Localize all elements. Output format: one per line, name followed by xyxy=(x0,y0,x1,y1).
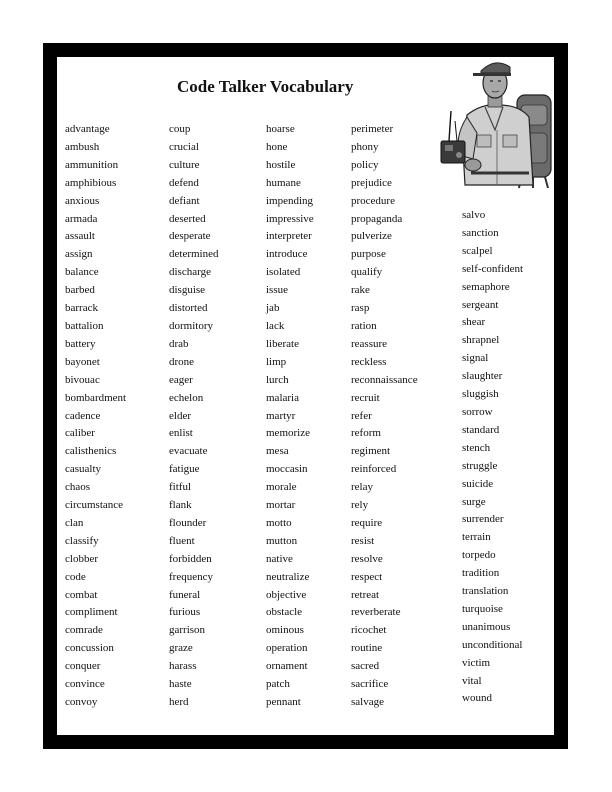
vocab-word: circumstance xyxy=(65,499,124,512)
vocab-word: sergeant xyxy=(462,298,499,311)
vocab-word: tradition xyxy=(462,567,500,580)
vocab-word: conquer xyxy=(65,660,101,673)
vocab-word: scalpel xyxy=(462,244,493,257)
vocab-word: dormitory xyxy=(169,319,213,332)
vocab-word: moccasin xyxy=(266,463,308,476)
page-title: Code Talker Vocabulary xyxy=(177,77,354,96)
vocab-word: disguise xyxy=(169,284,206,297)
vocab-word: bayonet xyxy=(65,355,100,368)
vocab-word: recruit xyxy=(351,391,380,404)
vocab-word: evacuate xyxy=(169,445,208,458)
vocab-word: hone xyxy=(266,140,288,153)
vocab-word: assign xyxy=(65,248,93,261)
vocab-word: mutton xyxy=(266,534,298,547)
vocab-word: patch xyxy=(266,678,290,691)
vocab-word: purpose xyxy=(351,248,386,261)
vocab-word: desperate xyxy=(169,230,211,243)
vocab-word: elder xyxy=(169,409,191,422)
vocab-word: reinforced xyxy=(351,463,397,476)
vocab-word: perimeter xyxy=(351,123,394,135)
vocab-word: convoy xyxy=(65,696,98,708)
vocab-word: operation xyxy=(266,642,308,655)
vocab-word: obstacle xyxy=(266,606,303,619)
vocab-word: drone xyxy=(169,355,195,368)
vocab-word: fitful xyxy=(169,481,191,494)
vocab-word: funeral xyxy=(169,588,201,601)
vocab-word: frequency xyxy=(169,570,213,583)
vocab-word: translation xyxy=(462,585,509,598)
vocab-word: shrapnel xyxy=(462,334,500,347)
vocab-word: calisthenics xyxy=(65,445,117,458)
vocab-word: liberate xyxy=(266,337,299,350)
vocab-word: respect xyxy=(351,570,383,583)
soldier-illustration xyxy=(437,55,557,190)
vocab-word: morale xyxy=(266,481,297,494)
vocab-word: garrison xyxy=(169,624,206,637)
vocab-word: crucial xyxy=(169,140,199,153)
vocab-word: torpedo xyxy=(462,549,496,562)
word-column-4 xyxy=(351,121,418,712)
vocab-word: balance xyxy=(65,266,99,279)
vocab-word: refer xyxy=(351,409,372,422)
vocab-word: assault xyxy=(65,230,95,243)
vocab-word: standard xyxy=(462,423,500,436)
vocab-word: resist xyxy=(351,534,375,547)
vocab-word: eager xyxy=(169,373,193,386)
vocab-word: bivouac xyxy=(65,373,100,386)
vocab-word: issue xyxy=(266,284,288,297)
vocab-word: advantage xyxy=(65,123,110,135)
vocab-word: hostile xyxy=(266,158,296,171)
vocab-word: require xyxy=(351,516,383,529)
vocab-word: bombardment xyxy=(65,391,127,404)
vocab-word: pulverize xyxy=(351,230,392,243)
vocab-word: propaganda xyxy=(351,212,403,225)
word-column-5 xyxy=(462,207,523,708)
vocab-word: terrain xyxy=(462,531,491,544)
vocab-word: echelon xyxy=(169,391,204,404)
vocab-word: determined xyxy=(169,248,219,261)
vocab-word: caliber xyxy=(65,427,95,440)
vocab-word: self-confident xyxy=(462,262,524,275)
vocab-word: wound xyxy=(462,692,492,705)
word-column-2 xyxy=(169,121,218,712)
vocab-word: regiment xyxy=(351,445,391,458)
vocab-word: sorrow xyxy=(462,405,493,418)
vocab-word: martyr xyxy=(266,409,296,422)
soldier-cap xyxy=(473,63,511,76)
vocab-word: ammunition xyxy=(65,158,119,171)
vocab-word: flounder xyxy=(169,516,207,529)
vocab-word: rasp xyxy=(351,302,370,315)
vocab-word: native xyxy=(266,552,293,565)
vocab-word: reconnaissance xyxy=(351,373,418,386)
vocab-word: mortar xyxy=(266,499,296,512)
vocab-word: limp xyxy=(266,355,287,368)
vocab-word: vital xyxy=(462,674,482,687)
vocab-word: isolated xyxy=(266,266,301,279)
vocab-word: concussion xyxy=(65,642,114,655)
vocab-word: chaos xyxy=(65,481,91,494)
vocab-word: suicide xyxy=(462,477,494,490)
vocab-word: jab xyxy=(266,302,280,315)
vocab-word: furious xyxy=(169,606,201,619)
vocab-word: flank xyxy=(169,499,192,512)
vocab-word: struggle xyxy=(462,459,498,472)
vocab-word: lack xyxy=(266,319,285,332)
vocab-word: deserted xyxy=(169,212,206,225)
vocab-word: comrade xyxy=(65,624,103,637)
vocab-word: reckless xyxy=(351,355,387,368)
vocab-word: barrack xyxy=(65,302,98,315)
vocab-word: classify xyxy=(65,534,99,547)
vocab-word: defiant xyxy=(169,194,200,207)
vocab-word: amphibious xyxy=(65,176,117,189)
vocab-word: ration xyxy=(351,319,377,332)
vocab-word: humane xyxy=(266,176,301,189)
vocab-word: routine xyxy=(351,642,383,655)
vocab-word: haste xyxy=(169,678,192,691)
vocab-word: sanction xyxy=(462,226,499,239)
vocab-word: impressive xyxy=(266,212,314,225)
vocab-word: retreat xyxy=(351,588,380,601)
vocab-word: fatigue xyxy=(169,463,200,476)
vocab-word: introduce xyxy=(266,248,308,261)
vocab-word: sacrifice xyxy=(351,678,389,691)
vocab-word: procedure xyxy=(351,194,395,207)
vocab-word: interpreter xyxy=(266,230,312,243)
vocab-word: victim xyxy=(462,656,491,669)
vocab-word: sacred xyxy=(351,660,380,673)
vocab-word: cadence xyxy=(65,409,101,422)
vocab-word: barbed xyxy=(65,284,95,297)
vocab-word: lurch xyxy=(266,373,289,386)
vocab-word: resolve xyxy=(351,552,383,565)
vocab-word: mesa xyxy=(266,445,289,458)
vocab-word: policy xyxy=(351,158,379,171)
vocab-word: culture xyxy=(169,158,200,171)
vocab-word: drab xyxy=(169,337,189,350)
vocab-word: anxious xyxy=(65,194,100,207)
vocab-word: motto xyxy=(266,516,292,529)
vocab-word: hoarse xyxy=(266,123,295,135)
vocab-word: casualty xyxy=(65,463,102,476)
vocab-word: shear xyxy=(462,316,486,329)
vocab-word: slaughter xyxy=(462,370,503,383)
vocab-word: ornament xyxy=(266,660,308,673)
vocab-word: coup xyxy=(169,123,191,135)
vocab-word: unanimous xyxy=(462,620,511,633)
vocab-word: clobber xyxy=(65,552,98,565)
vocab-word: reform xyxy=(351,427,381,440)
vocab-word: salvo xyxy=(462,209,486,221)
vocab-word: turquoise xyxy=(462,602,503,615)
vocab-word: harass xyxy=(169,660,197,673)
vocab-word: rake xyxy=(351,284,370,297)
vocab-word: discharge xyxy=(169,266,211,279)
vocab-word: malaria xyxy=(266,391,299,404)
vocab-word: herd xyxy=(169,696,189,708)
vocab-word: qualify xyxy=(351,266,383,279)
vocab-word: fluent xyxy=(169,534,195,547)
vocab-word: unconditional xyxy=(462,638,523,651)
vocab-word: graze xyxy=(169,642,193,655)
vocab-word: ambush xyxy=(65,140,100,153)
vocab-word: impending xyxy=(266,194,314,207)
vocab-word: surrender xyxy=(462,513,504,526)
word-column-1 xyxy=(65,121,126,712)
vocab-word: armada xyxy=(65,212,98,225)
vocab-word: phony xyxy=(351,140,379,153)
vocab-word: reverberate xyxy=(351,606,401,619)
vocab-word: signal xyxy=(462,352,489,365)
vocab-word: ominous xyxy=(266,624,304,637)
word-column-3 xyxy=(266,121,314,712)
vocab-word: ricochet xyxy=(351,624,387,637)
vocab-word: convince xyxy=(65,678,105,691)
vocab-word: relay xyxy=(351,481,373,494)
vocab-word: prejudice xyxy=(351,176,392,189)
vocab-word: salvage xyxy=(351,696,384,708)
vocab-word: distorted xyxy=(169,302,208,315)
vocab-word: reassure xyxy=(351,337,388,350)
vocab-word: battalion xyxy=(65,319,104,332)
vocab-word: sluggish xyxy=(462,388,499,401)
vocab-word: stench xyxy=(462,441,491,454)
vocab-word: compliment xyxy=(65,606,118,619)
vocab-word: forbidden xyxy=(169,552,212,565)
vocab-word: neutralize xyxy=(266,570,310,583)
vocab-word: rely xyxy=(351,499,369,512)
vocab-word: surge xyxy=(462,495,486,508)
vocab-word: enlist xyxy=(169,427,193,440)
vocab-word: combat xyxy=(65,588,98,601)
vocab-word: battery xyxy=(65,337,96,350)
vocab-word: semaphore xyxy=(462,280,510,293)
vocab-word: defend xyxy=(169,176,199,189)
vocab-word: code xyxy=(65,570,86,583)
vocab-word: clan xyxy=(65,516,84,529)
vocab-word: pennant xyxy=(266,696,301,708)
vocab-word: memorize xyxy=(266,427,310,440)
vocab-word: objective xyxy=(266,588,307,601)
